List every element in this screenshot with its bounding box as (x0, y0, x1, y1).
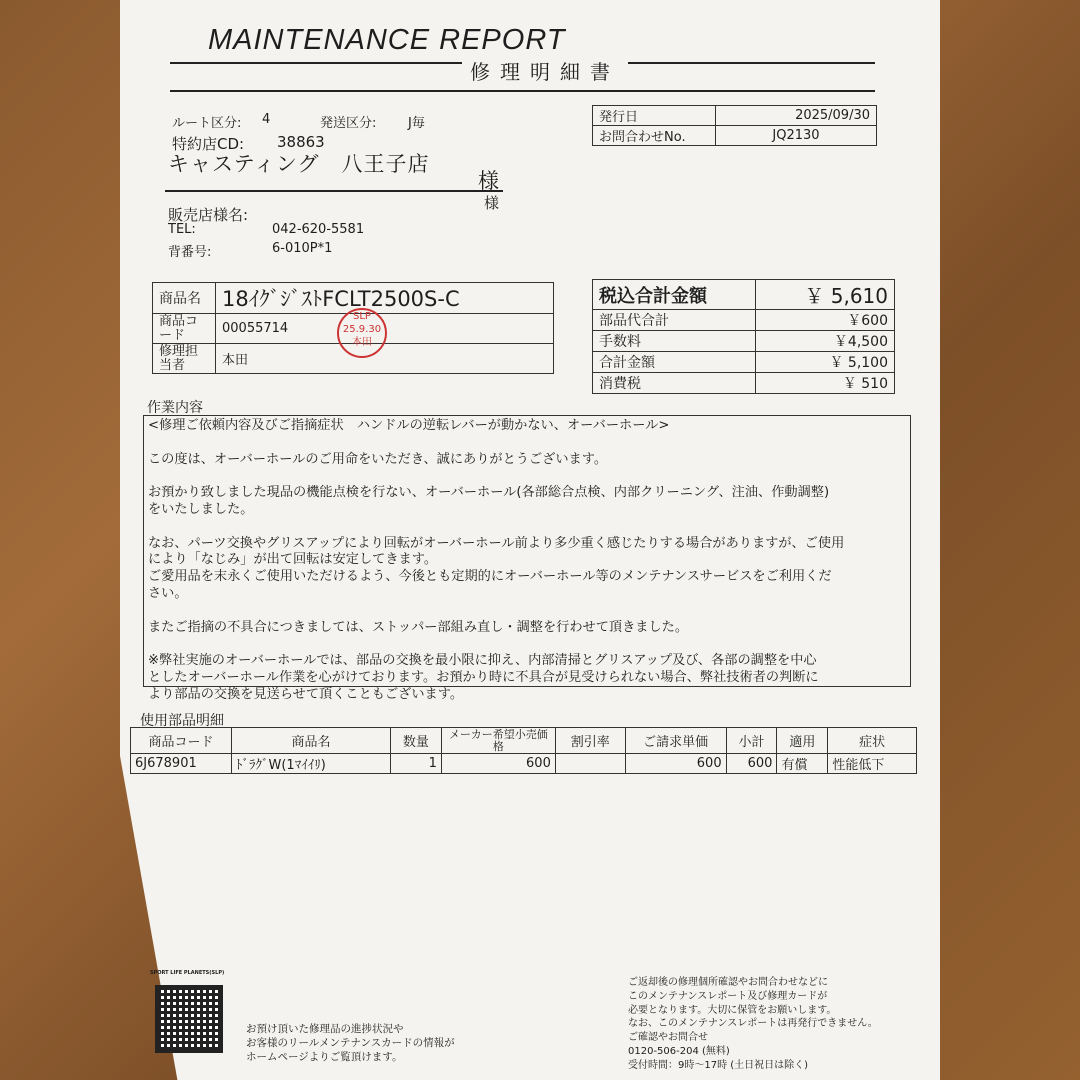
product-code-value: 00055714 (216, 314, 554, 344)
fee-value: ￥4,500 (756, 331, 895, 352)
ship-label: 発送区分: (320, 116, 377, 131)
grand-total-label: 税込合計金額 (593, 280, 756, 310)
title-rule-bottom (170, 90, 875, 92)
footer-right-line: 必要となります。大切に保管をお願いします。 (628, 1004, 837, 1016)
footer-left-text (246, 1022, 455, 1064)
product-name-value: 18ｲｸﾞｼﾞｽﾄFCLT2500S-C (216, 283, 554, 314)
parts-total-value: ￥600 (756, 310, 895, 331)
honorific-large: 様 (478, 169, 499, 193)
seller-label: 販売店様名: (168, 206, 249, 224)
parts-cell: 有償 (777, 754, 828, 774)
work-line: ご愛用品を末永くご使用いただけるよう、今後とも定期的にオーバーホール等のメンテナンスサービスをご利用くだ (148, 569, 832, 585)
parts-header: 割引率 (555, 728, 625, 754)
work-line: またご指摘の不具合につきましては、ストッパー部組み直し・調整を行わせて頂きました。 (148, 619, 689, 635)
repair-staff-value: 本田 (216, 344, 554, 374)
table-row (131, 754, 917, 774)
store-underline (165, 190, 503, 192)
work-line: としたオーバーホール作業を心がけております。お預かり時に不具合が見受けられない場合、弊社技術者の判断に (148, 669, 819, 685)
route-value: 4 (262, 112, 271, 127)
footer-right-text (628, 976, 878, 1073)
honorific-small: 様 (484, 194, 500, 212)
work-heading: 作業内容 (147, 400, 203, 416)
tel-value: 042-620-5581 (272, 222, 365, 237)
issue-date-label: 発行日 (593, 106, 716, 126)
store-name: キャスティング 八王子店 (168, 152, 430, 176)
parts-header: 商品コード (131, 728, 232, 754)
fee-label: 手数料 (593, 331, 756, 352)
qr-code-icon[interactable] (155, 985, 223, 1053)
back-number-value: 6-010P*1 (272, 241, 333, 256)
parts-header: 小計 (726, 728, 777, 754)
footer-right-line: なお、このメンテナンスレポートは再発行できません。 (628, 1018, 878, 1030)
parts-cell: 600 (441, 754, 555, 774)
route-label: ルート区分: (172, 116, 242, 131)
footer-right-line: ご返却後の修理個所確認やお問合わせなどに (628, 977, 828, 988)
footer-right-line: このメンテナンスレポート及び修理カードが (628, 990, 828, 1002)
stamp-line1: SLP (353, 311, 371, 322)
parts-cell: 600 (726, 754, 777, 774)
work-line: お預かり致しました現品の機能点検を行ない、オーバーホール(各部総合点検、内部クリーニング、注油、作動調整) (148, 485, 830, 501)
work-line: さい。 (148, 585, 188, 601)
parts-header: 適用 (777, 728, 828, 754)
work-content (148, 418, 908, 704)
parts-table (130, 727, 917, 774)
tel-label: TEL: (168, 222, 196, 237)
work-line (148, 468, 908, 485)
parts-header: ご請求単価 (625, 728, 726, 754)
work-line (148, 603, 908, 620)
back-number-label: 背番号: (168, 245, 212, 260)
dealer-value: 38863 (277, 133, 325, 151)
issue-info-table (592, 105, 877, 146)
footer-right-line: 受付時間：9時～17時 (土日祝日は除く) (628, 1059, 809, 1071)
parts-cell: 1 (391, 754, 442, 774)
product-name-label: 商品名 (153, 283, 216, 314)
parts-header: 数量 (391, 728, 442, 754)
parts-heading: 使用部品明細 (140, 713, 224, 729)
parts-total-label: 部品代合計 (593, 310, 756, 331)
stamp-line3: 本田 (352, 337, 372, 348)
work-line: ※弊社実施のオーバーホールでは、部品の交換を最小限に抑え、内部清掃とグリスアップ及び、各部の調整を中心 (148, 653, 817, 669)
footer-left-line: お預け頂いた修理品の進捗状況や (246, 1023, 404, 1035)
parts-header: 商品名 (232, 728, 391, 754)
footer-right-line: ご確認やお問合せ (628, 1032, 708, 1044)
parts-cell: ﾄﾞﾗｸﾞW(1ﾏｲｲﾘ) (232, 754, 391, 774)
tax-label: 消費税 (593, 373, 756, 394)
inquiry-no-label: お問合わせNo. (593, 126, 716, 146)
work-line: より部品の交換を見送らせて頂くこともございます。 (148, 686, 464, 702)
parts-cell (555, 754, 625, 774)
parts-header: メーカー希望小売価格 (441, 728, 555, 754)
work-line: をいたしました。 (148, 501, 254, 517)
dealer-label: 特約店CD: (172, 135, 245, 153)
work-line (148, 435, 908, 452)
report-title: MAINTENANCE REPORT (208, 24, 566, 56)
parts-cell: 600 (625, 754, 726, 774)
parts-cell: 性能低下 (828, 754, 917, 774)
report-subtitle: 修理明細書 (462, 56, 628, 85)
repair-staff-label: 修理担当者 (153, 344, 216, 374)
footer-right-line: 0120-506-204 (無料) (628, 1045, 730, 1057)
product-code-label: 商品コード (153, 314, 216, 344)
work-line: により「なじみ」が出て回転は安定してきます。 (148, 552, 438, 568)
footer-left-line: お客様のリールメンテナンスカードの情報が (246, 1037, 455, 1049)
totals-table (592, 279, 895, 394)
date-stamp (337, 308, 387, 358)
parts-cell: 6J678901 (131, 754, 232, 774)
work-line: <修理ご依頼内容及びご指摘症状 ハンドルの逆転レバーが動かない、オーバーホール> (148, 418, 670, 433)
issue-date-value: 2025/09/30 (716, 106, 877, 126)
work-line (148, 636, 908, 653)
parts-header: 症状 (828, 728, 917, 754)
tax-value: ￥ 510 (756, 373, 895, 394)
stamp-line2: 25.9.30 (342, 324, 382, 335)
brand-label: SPORT LIFE PLANETS(SLP) (150, 970, 225, 976)
work-line: なお、パーツ交換やグリスアップにより回転がオーバーホール前より多少重く感じたりする場合がありますが、ご使用 (148, 535, 845, 551)
subtotal-value: ￥ 5,100 (756, 352, 895, 373)
ship-value: J毎 (408, 116, 425, 131)
subtotal-label: 合計金額 (593, 352, 756, 373)
footer-left-line: ホームページよりご覧頂けます。 (246, 1051, 403, 1063)
work-line: この度は、オーバーホールのご用命をいただき、誠にありがとうございます。 (148, 451, 608, 467)
inquiry-no-value: JQ2130 (716, 126, 877, 146)
work-line (148, 519, 908, 536)
grand-total-value: ￥ 5,610 (756, 280, 895, 310)
